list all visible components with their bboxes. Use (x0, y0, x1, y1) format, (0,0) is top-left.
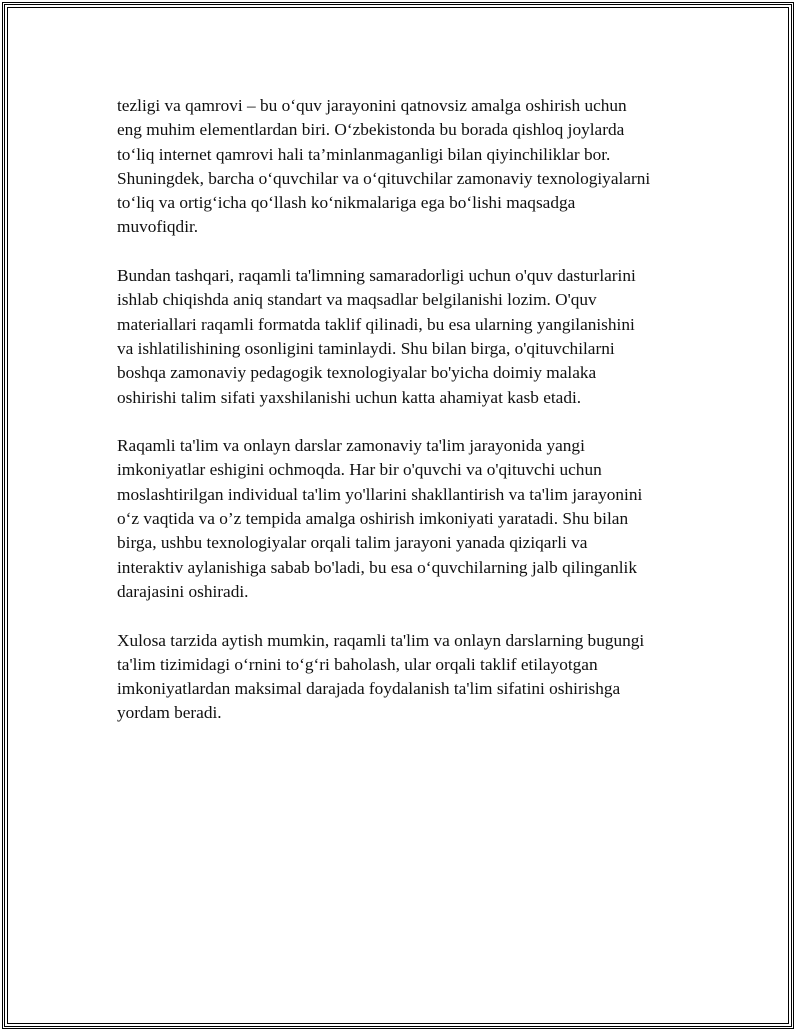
text-line: to‘liq va ortig‘icha qo‘llash ko‘nikmalariga ega bo‘lishi maqsadga (117, 193, 576, 213)
text-line: oshirishi talim sifati yaxshilanishi uchun katta ahamiyat kasb etadi. (117, 387, 582, 407)
text-line: ta'lim tizimidagi o‘rnini to‘g‘ri baholash, ular orqali taklif etilayotgan (117, 654, 598, 674)
text-line: Shuningdek, barcha o‘quvchilar va o‘qituvchilar zamonaviy texnologiyalarni (117, 168, 651, 188)
text-line: o‘z vaqtida va o’z tempida amalga oshirish imkoniyati yaratadi. Shu bilan (117, 509, 629, 529)
text-line: ishlab chiqishda aniq standart va maqsadlar belgilanishi lozim. O'quv (117, 290, 597, 310)
text-line: moslashtirilgan individual ta'lim yo'llarini shakllantirish va ta'lim jarayonini (117, 484, 643, 504)
text-line: muvofiqdir. (117, 217, 199, 237)
text-line: imkoniyatlar eshigini ochmoqda. Har bir o'quvchi va o'qituvchi uchun (117, 460, 602, 480)
text-line: Xulosa tarzida aytish mumkin, raqamli ta'lim va onlayn darslarning bugungi (117, 630, 645, 650)
text-line: birga, ushbu texnologiyalar orqali talim jarayoni yanada qiziqarli va (117, 533, 588, 553)
text-line: interaktiv aylanishiga sabab bo'ladi, bu esa o‘quvchilarning jalb qilinganlik (117, 557, 637, 577)
paragraph-2 (117, 264, 697, 410)
paragraph-1 (117, 94, 697, 240)
text-line: Bundan tashqari, raqamli ta'limning samaradorligi uchun o'quv dasturlarini (117, 266, 636, 286)
text-line: materiallari raqamli formatda taklif qilinadi, bu esa ularning yangilanishini (117, 314, 635, 334)
text-line: Raqamli ta'lim va onlayn darslar zamonaviy ta'lim jarayonida yangi (117, 436, 585, 456)
paragraph-4 (117, 629, 697, 726)
text-line: boshqa zamonaviy pedagogik texnologiyalar bo'yicha doimiy malaka (117, 363, 597, 383)
document-body (117, 94, 697, 750)
text-line: eng muhim elementlardan biri. O‘zbekistonda bu borada qishloq joylarda (117, 120, 625, 140)
text-line: va ishlatilishining osonligini taminlaydi. Shu bilan birga, o'qituvchilarni (117, 338, 615, 358)
text-line: tezligi va qamrovi – bu o‘quv jarayonini qatnovsiz amalga oshirish uchun (117, 96, 627, 115)
text-line: darajasini oshiradi. (117, 581, 249, 601)
text-line: yordam beradi. (117, 703, 222, 723)
text-line: to‘liq internet qamrovi hali ta’minlanmaganligi bilan qiyinchiliklar bor. (117, 144, 611, 164)
text-line: imkoniyatlardan maksimal darajada foydalanish ta'lim sifatini oshirishga (117, 679, 621, 699)
paragraph-3 (117, 434, 697, 604)
